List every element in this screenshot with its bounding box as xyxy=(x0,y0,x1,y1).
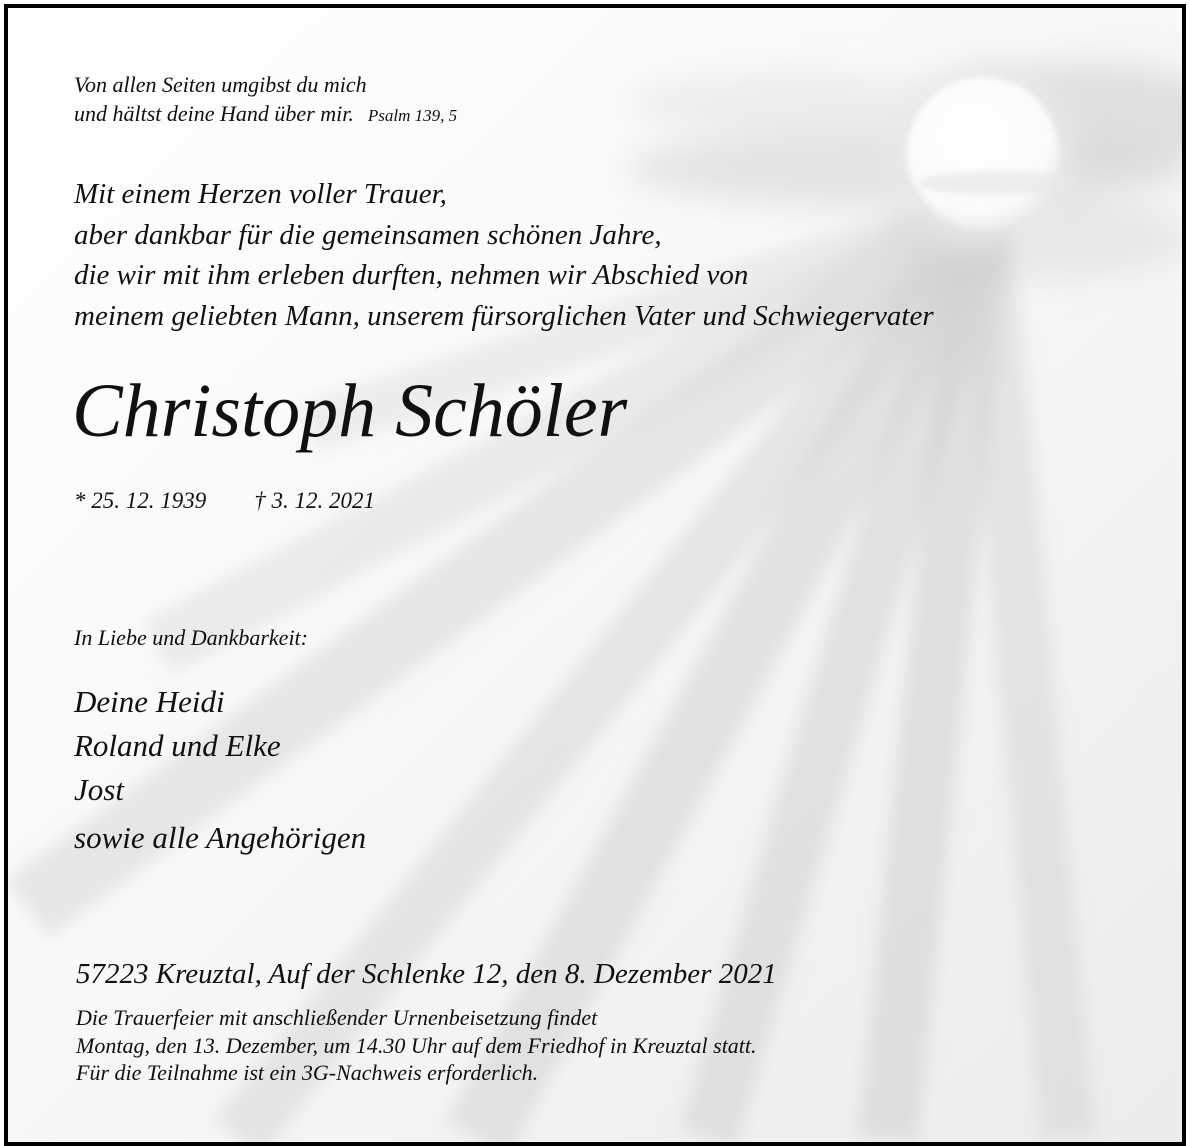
service-line: Montag, den 13. Dezember, um 14.30 Uhr auf dem Friedhof in Kreuztal statt. xyxy=(76,1032,757,1058)
service-line: Die Trauerfeier mit anschließender Urnenbeisetzung findet xyxy=(76,1005,598,1030)
deceased-name: Christoph Schöler xyxy=(72,369,628,453)
intro-text xyxy=(74,174,934,336)
motto-line: Von allen Seiten umgibst du mich xyxy=(74,72,367,97)
obituary-frame xyxy=(4,4,1186,1146)
intro-line: aber dankbar für die gemeinsamen schönen Jahre, xyxy=(74,218,662,251)
mourner-name: sowie alle Angehörigen xyxy=(74,820,367,855)
intro-line: die wir mit ihm erleben durften, nehmen wir Abschied von xyxy=(74,259,749,291)
life-dates xyxy=(74,486,375,516)
motto-line-text: und hältst deine Hand über mir. xyxy=(74,101,354,126)
service-info xyxy=(76,1004,757,1087)
motto-line xyxy=(74,99,457,130)
psalm-reference: Psalm 139, 5 xyxy=(367,106,458,125)
mourner-name: Roland und Elke xyxy=(74,728,281,763)
service-line: Für die Teilnahme ist ein 3G-Nachweis erforderlich. xyxy=(76,1060,539,1085)
death-date: † 3. 12. 2021 xyxy=(254,488,375,513)
intro-line: Mit einem Herzen voller Trauer, xyxy=(74,178,447,210)
mourners-intro: In Liebe und Dankbarkeit: xyxy=(74,625,308,650)
mourner-name: Deine Heidi xyxy=(74,684,225,719)
address-date: 57223 Kreuztal, Auf der Schlenke 12, den 8. Dezember 2021 xyxy=(76,958,777,990)
mourners-list xyxy=(74,680,366,860)
birth-date: * 25. 12. 1939 xyxy=(74,488,207,513)
mourner-name: Jost xyxy=(74,772,124,807)
intro-line: meinem geliebten Mann, unserem fürsorglichen Vater und Schwiegervater xyxy=(74,299,934,332)
motto-verse xyxy=(74,70,457,130)
